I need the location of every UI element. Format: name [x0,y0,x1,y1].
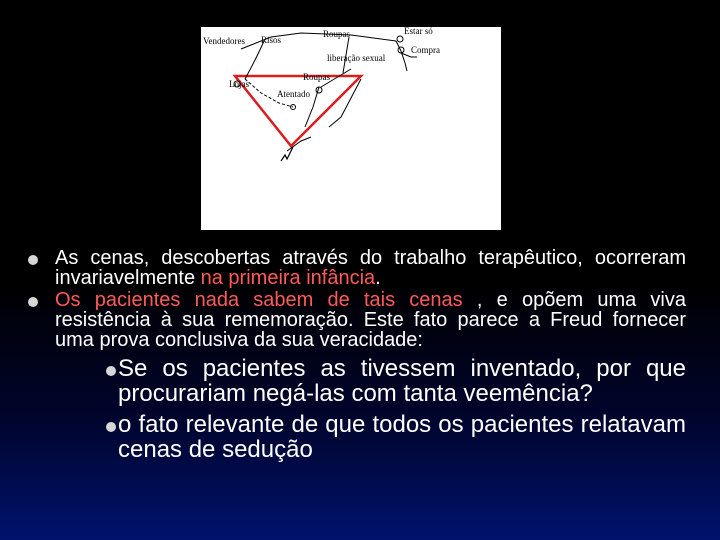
bullet-item [28,248,686,288]
label-estar-so: Estar só [404,26,433,36]
bullet-dot-icon [28,297,38,307]
label-atentado: Atentado [277,89,310,99]
bullet-dot-icon [28,255,38,265]
label-vendedores: Vendedores [203,36,245,46]
sub-bullet-item [28,356,686,406]
sub-bullet-text: o fato relevante de que todos os pacientes relatavam cenas de sedução [118,411,686,463]
label-liberacao: liberação sexual [327,53,386,63]
bullet-text: Os pacientes nada sabem de tais cenas , e opõem uma viva resistência à sua rememoração. Este fato parece a Freud fornecer uma prova conclusiva da sua veracidade: [55,289,686,351]
label-risos: Risos [261,35,282,45]
label-lojas: Lojas [229,79,249,89]
label-roupas-top: Roupas [323,29,350,39]
sub-bullet-dot-icon [106,366,116,376]
sub-bullet-item [28,412,686,462]
sub-bullet-text: Se os pacientes as tivessem inventado, por que procurariam negá-las com tanta veemência? [118,355,686,407]
bullet-item [28,290,686,350]
label-roupas-mid: Roupas [303,72,330,82]
label-compra: Compra [411,45,440,55]
bullet-list [28,248,686,462]
freud-diagram-image [201,27,501,230]
bullet-text: As cenas, descobertas através do trabalho terapêutico, ocorreram invariavelmente na primeira infância. [55,247,686,289]
sub-bullet-dot-icon [106,422,116,432]
